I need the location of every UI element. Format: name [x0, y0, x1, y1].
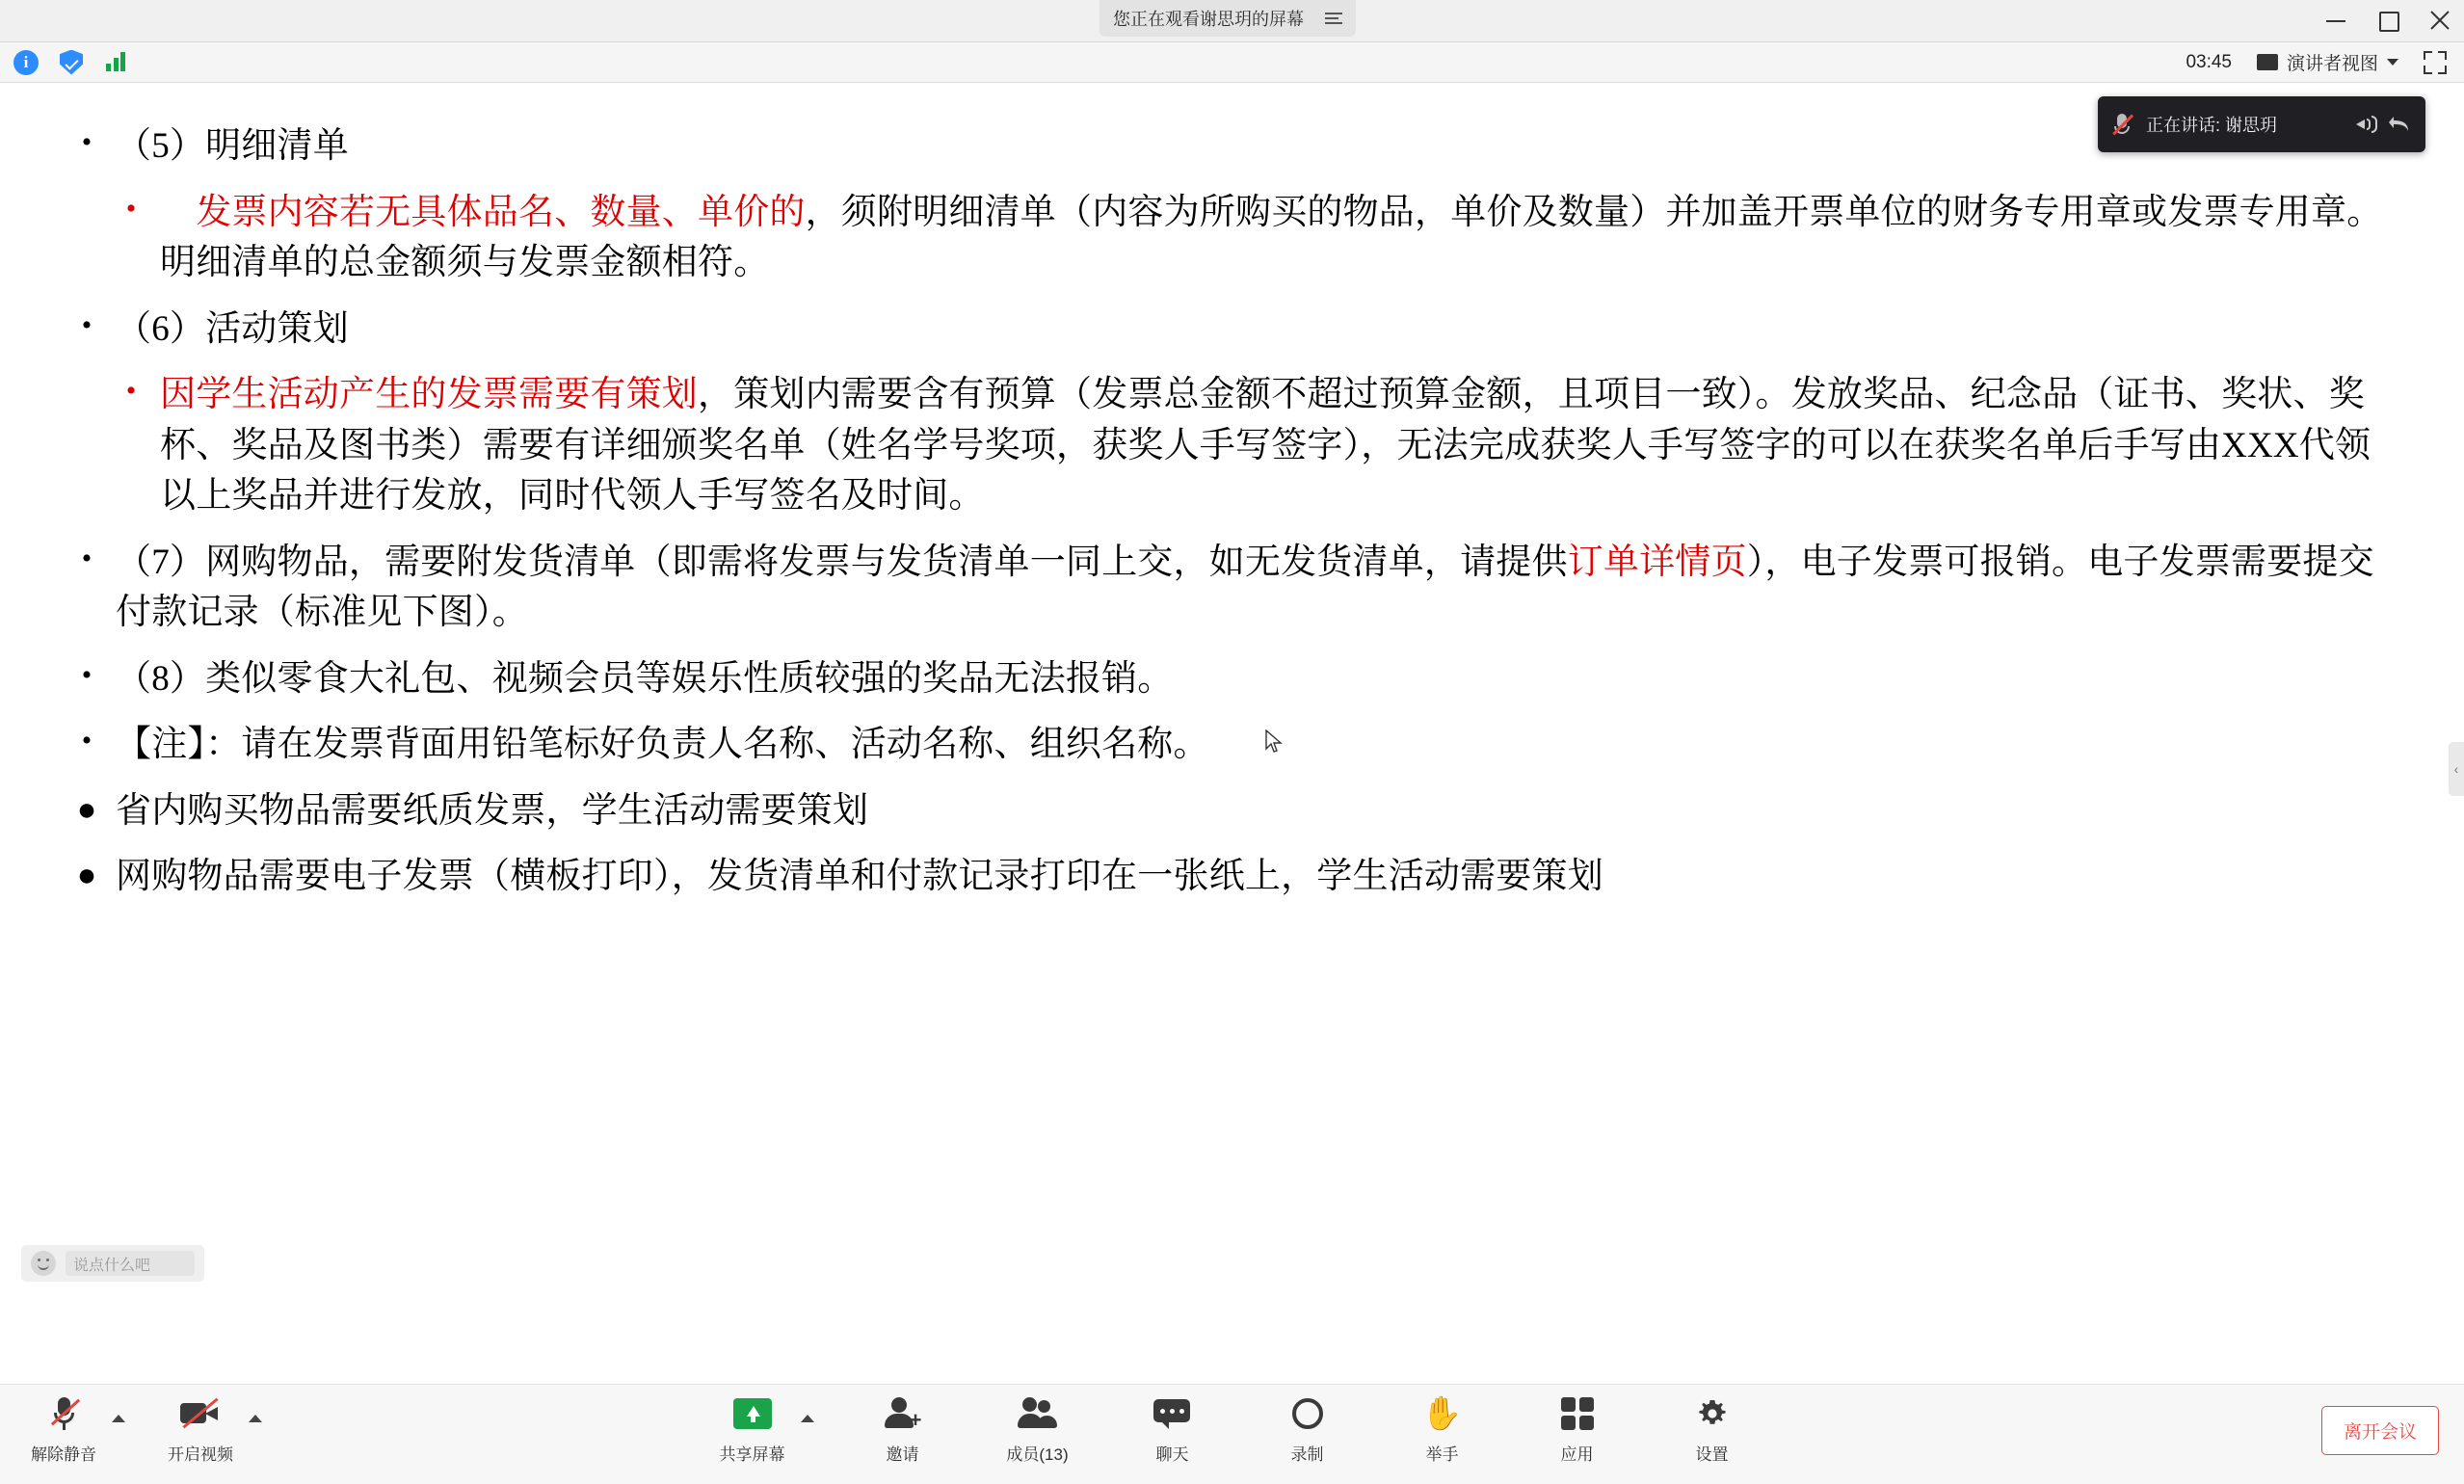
- share-screen-icon: [733, 1392, 772, 1435]
- bullet-icon: ●: [76, 791, 97, 828]
- meeting-timer: 03:45: [2186, 51, 2232, 72]
- active-speaker-label: 正在讲话: 谢思玥: [2146, 116, 2278, 135]
- toolbar-record-button[interactable]: [1261, 1392, 1354, 1465]
- camera-off-icon: [180, 1392, 221, 1435]
- toolbar-chat-label: 聊天: [1155, 1445, 1189, 1464]
- slide-item: [58, 538, 2406, 639]
- panel-collapse-handle[interactable]: [2449, 742, 2464, 796]
- slide-item: [58, 786, 2406, 837]
- slide-text: （5）明细清单: [116, 126, 349, 166]
- toolbar-settings-label: 设置: [1695, 1445, 1729, 1464]
- toolbar-record-label: 录制: [1290, 1445, 1324, 1464]
- toolbar-raise-hand-button[interactable]: [1396, 1392, 1489, 1465]
- slide-text: 省内购买物品需要纸质发票，学生活动需要策划: [116, 790, 869, 831]
- mic-muted-icon: [49, 1392, 78, 1435]
- view-switcher[interactable]: [2257, 49, 2398, 75]
- toolbar-chat-button[interactable]: [1126, 1392, 1219, 1465]
- raise-hand-icon: ✋: [1421, 1395, 1463, 1432]
- toolbar-share-screen-button[interactable]: [706, 1392, 799, 1465]
- network-bars-icon[interactable]: [106, 50, 131, 75]
- bullet-icon: •: [81, 658, 93, 691]
- bullet-icon: •: [125, 192, 137, 225]
- slide-item: [58, 121, 2406, 172]
- bullet-icon: •: [81, 725, 93, 757]
- settings-gear-icon: [1696, 1392, 1729, 1435]
- slide-text: 【注】：请在发票背面用铅笔标好负责人名称、活动名称、组织名称。: [116, 725, 1209, 765]
- apps-icon: [1561, 1392, 1594, 1435]
- chevron-down-icon: [2387, 59, 2398, 66]
- meeting-info-right: [2186, 49, 2464, 75]
- maximize-icon[interactable]: [2375, 8, 2400, 33]
- toolbar-center-group: [706, 1392, 1759, 1465]
- chat-quick-input[interactable]: [21, 1245, 204, 1282]
- participants-icon: [1019, 1392, 1057, 1435]
- toolbar-mute-button[interactable]: [17, 1392, 110, 1465]
- active-speaker-bar: [2098, 96, 2425, 152]
- speaker-icon[interactable]: [2356, 116, 2377, 133]
- bullet-icon: •: [125, 375, 137, 408]
- shield-icon[interactable]: [60, 50, 85, 75]
- toolbar-mute-label: 解除静音: [31, 1445, 96, 1464]
- smiley-icon[interactable]: [31, 1251, 56, 1276]
- slide-item: [58, 720, 2406, 771]
- video-options-chevron-icon[interactable]: [249, 1415, 262, 1422]
- slide-item: [58, 305, 2406, 356]
- speaker-bar-controls: [2356, 115, 2412, 134]
- slide-text: 发票内容若无具体品名、数量、单价的，须附明细清单（内容为所购买的物品，单价及数量）并加盖开票单位的财务专用章或发票专用章。明细清单的总金额须与发票金额相符。: [160, 192, 2383, 283]
- toolbar-apps-label: 应用: [1560, 1445, 1594, 1464]
- meeting-toolbar: [0, 1384, 2464, 1484]
- hamburger-icon[interactable]: [1325, 10, 1342, 27]
- bullet-icon: •: [81, 542, 93, 574]
- toolbar-invite-button[interactable]: [857, 1392, 949, 1465]
- close-icon[interactable]: [2427, 8, 2452, 33]
- info-icon[interactable]: i: [13, 50, 39, 75]
- slide-text: 网购物品需要电子发票（横板打印），发货清单和付款记录打印在一张纸上，学生活动需要策划: [116, 857, 1603, 897]
- toolbar-share-label: 共享屏幕: [719, 1445, 785, 1464]
- invite-icon: +: [885, 1392, 921, 1435]
- mic-options-chevron-icon[interactable]: [112, 1415, 125, 1422]
- mic-muted-icon: [2111, 111, 2133, 138]
- slide-text: （7）网购物品，需要附发货清单（即需将发票与发货清单一同上交，如无发货清单，请提供订单详情页），电子发票可报销。电子发票需要提交付款记录（标准见下图）。: [116, 542, 2374, 633]
- view-label: 演讲者视图: [2286, 54, 2378, 74]
- toolbar-video-label: 开启视频: [168, 1445, 233, 1464]
- bullet-icon: •: [81, 126, 93, 158]
- record-icon: [1292, 1392, 1323, 1435]
- fullscreen-icon[interactable]: [2424, 51, 2447, 74]
- slide-item: [58, 654, 2406, 705]
- chevron-left-icon: ‹: [2453, 761, 2459, 777]
- chat-input-placeholder[interactable]: 说点什么吧: [66, 1251, 195, 1276]
- meeting-info-icons: [0, 50, 131, 75]
- slide-text: （6）活动策划: [116, 308, 349, 349]
- toolbar-left-group: [17, 1392, 262, 1465]
- shared-screen-content: [0, 83, 2464, 1384]
- toolbar-participants-label: 成员(13): [1006, 1445, 1069, 1464]
- bullet-icon: •: [81, 308, 93, 341]
- viewing-screen-banner: [1100, 0, 1356, 37]
- viewing-screen-label: 您正在观看谢思玥的屏幕: [1113, 10, 1304, 29]
- slide-item: [58, 852, 2406, 903]
- toolbar-video-button[interactable]: [154, 1392, 247, 1465]
- toolbar-settings-button[interactable]: [1666, 1392, 1759, 1465]
- back-arrow-icon[interactable]: [2389, 115, 2412, 134]
- slide-text: （8）类似零食大礼包、视频会员等娱乐性质较强的奖品无法报销。: [116, 658, 1174, 699]
- window-title-bar: [0, 0, 2464, 42]
- slide-item: [58, 188, 2406, 289]
- toolbar-invite-label: 邀请: [886, 1445, 919, 1464]
- bullet-icon: ●: [76, 858, 97, 894]
- toolbar-apps-button[interactable]: [1531, 1392, 1624, 1465]
- leave-meeting-button[interactable]: 离开会议: [2321, 1406, 2439, 1455]
- slide-item: [58, 370, 2406, 522]
- meeting-info-bar: [0, 42, 2464, 83]
- window-controls: [2323, 8, 2452, 33]
- share-options-chevron-icon[interactable]: [801, 1415, 814, 1422]
- screen-icon: [2257, 54, 2278, 70]
- chat-icon: [1153, 1392, 1192, 1435]
- toolbar-participants-button[interactable]: [992, 1392, 1084, 1465]
- toolbar-raise-hand-label: 举手: [1425, 1445, 1459, 1464]
- slide-text: 因学生活动产生的发票需要有策划，策划内需要含有预算（发票总金额不超过预算金额，且项目一致）。发放奖品、纪念品（证书、奖状、奖杯、奖品及图书类）需要有详细颁奖名单（姓名学号奖项，获奖人手写签字），无法完成获奖人手写签字的可以在获奖名单后手写由XXX代领以上奖品并进行发放，同时代领人手写签名及时间。: [160, 375, 2371, 517]
- minimize-icon[interactable]: [2323, 8, 2348, 33]
